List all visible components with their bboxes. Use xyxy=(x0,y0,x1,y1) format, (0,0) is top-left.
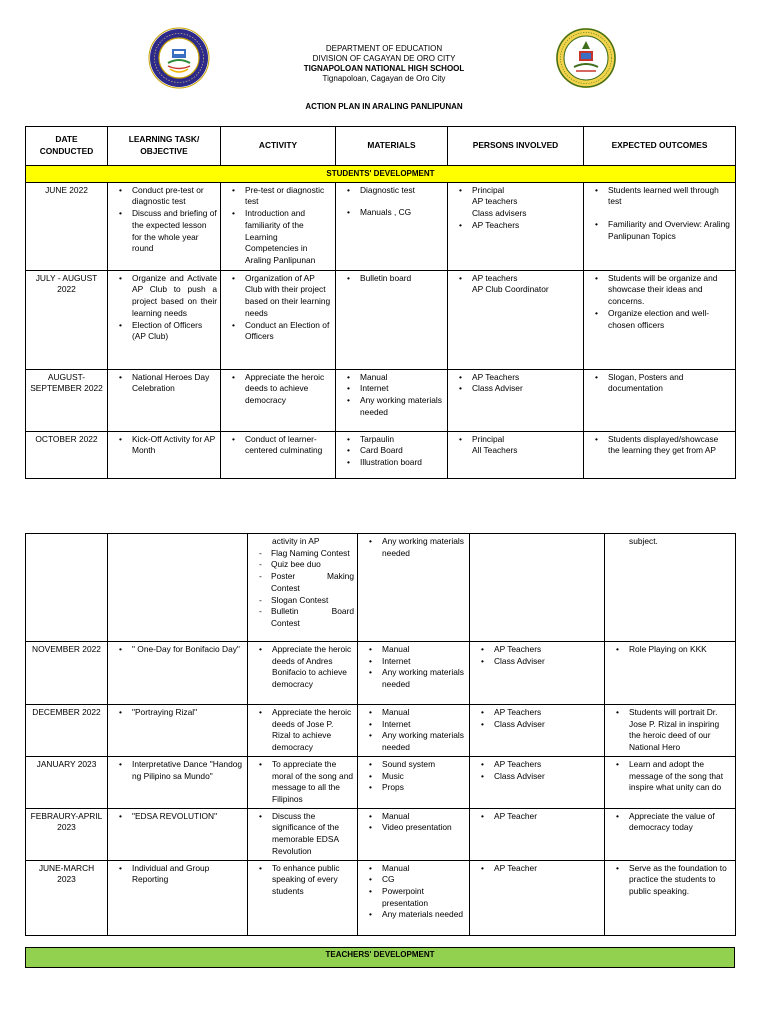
school-name: TIGNAPOLOAN NATIONAL HIGH SCHOOL xyxy=(303,64,465,73)
materials-cell xyxy=(336,369,448,431)
task-cell xyxy=(108,182,221,270)
date-cell: JUNE 2022 xyxy=(26,182,108,270)
date-cell xyxy=(26,534,108,642)
table-row xyxy=(26,705,736,757)
list-item: • Organize and Activate AP Club to push a project based on their learning needs xyxy=(111,273,217,320)
outcomes-cell xyxy=(584,431,736,478)
document-header xyxy=(0,40,768,120)
list-item: • To enhance public speaking of every students xyxy=(251,863,354,898)
section-label: STUDENTS' DEVELOPMENT xyxy=(26,166,736,183)
list-item: • Class Adviser xyxy=(473,771,601,783)
outcomes-cell xyxy=(605,642,736,705)
table-row xyxy=(26,182,736,270)
list-item: • Introduction and familiarity of the Learning Competencies in Araling Panlipunan xyxy=(224,208,332,267)
persons-cell xyxy=(448,369,584,431)
list-item: • Manual xyxy=(339,372,444,384)
list-item: • Sound system xyxy=(361,759,466,771)
list-item: • AP Teachers xyxy=(451,372,580,384)
list-item: • Conduct of learner-centered culminating xyxy=(224,434,332,457)
list-item: • Music xyxy=(361,771,466,783)
outcomes-cell xyxy=(605,705,736,757)
list-item: • CG xyxy=(361,874,466,886)
list-item: All Teachers xyxy=(472,445,518,456)
list-item: • Students will portrait Dr. Jose P. Rizal in inspiring the heroic deed of our National Hero xyxy=(608,707,732,754)
activity-cell xyxy=(248,534,358,642)
section-row-teachers: TEACHERS' DEVELOPMENT xyxy=(25,947,735,968)
outcome-continuation: subject. xyxy=(629,536,658,546)
task-cell xyxy=(108,534,248,642)
table-row xyxy=(26,808,736,860)
list-item: - Bulletin Board Contest xyxy=(259,606,354,629)
list-item: • Individual and Group Reporting xyxy=(111,863,244,886)
list-item: • Any working materials needed xyxy=(361,667,466,690)
list-item: • Interpretative Dance "Handog ng Pilipino sa Mundo" xyxy=(111,759,244,782)
persons-cell xyxy=(470,860,605,935)
materials-cell xyxy=(358,642,470,705)
list-item: • AP teachers xyxy=(451,273,580,285)
activity-cell xyxy=(221,182,336,270)
list-item: • Organize election and well-chosen officers xyxy=(587,308,732,331)
table-row xyxy=(26,756,736,808)
list-item: • Kick-Off Activity for AP Month xyxy=(111,434,217,457)
outcomes-cell xyxy=(605,756,736,808)
persons-cell xyxy=(470,642,605,705)
list-item: • Illustration board xyxy=(339,457,444,469)
deped-seal-logo xyxy=(555,27,617,89)
materials-cell xyxy=(358,808,470,860)
list-item: • Any materials needed xyxy=(361,909,466,921)
action-plan-table-page-2 xyxy=(25,533,736,936)
list-item: • Manual xyxy=(361,644,466,656)
column-header: EXPECTED OUTCOMES xyxy=(584,127,736,166)
list-item: • Discuss the significance of the memorable EDSA Revolution xyxy=(251,811,354,858)
table-row-continuation xyxy=(26,534,736,642)
list-item: • Familiarity and Overview: Araling Panlipunan Topics xyxy=(587,219,732,242)
header-text xyxy=(0,44,768,84)
task-cell xyxy=(108,642,248,705)
list-item: • AP Teachers xyxy=(473,644,601,656)
division-line: DIVISION OF CAGAYAN DE ORO CITY xyxy=(312,54,456,63)
list-item: • Bulletin board xyxy=(339,273,444,285)
materials-cell xyxy=(336,182,448,270)
list-item: • Appreciate the heroic deeds of Jose P. Rizal to achieve democracy xyxy=(251,707,354,754)
column-header: DATE CONDUCTED xyxy=(26,127,108,166)
task-cell xyxy=(108,270,221,369)
action-plan-table-page-1 xyxy=(25,126,736,479)
section-row-students xyxy=(26,166,736,183)
date-cell: DECEMBER 2022 xyxy=(26,705,108,757)
school-address: Tignapoloan, Cagayan de Oro City xyxy=(322,74,446,83)
list-item: • Video presentation xyxy=(361,822,466,834)
date-cell: FEBRAURY-APRIL 2023 xyxy=(26,808,108,860)
activity-cell xyxy=(221,270,336,369)
list-item: • Principal xyxy=(451,434,580,446)
list-item: • AP Teachers xyxy=(473,759,601,771)
list-item: • Students learned well through test xyxy=(587,185,732,208)
list-item: • Diagnostic test xyxy=(339,185,444,197)
list-item: • To appreciate the moral of the song and message to all the Filipinos xyxy=(251,759,354,806)
table-row xyxy=(26,369,736,431)
list-item: • "Portraying Rizal" xyxy=(111,707,244,719)
list-item: • AP Teacher xyxy=(473,811,601,823)
table-header-row xyxy=(26,127,736,166)
task-cell xyxy=(108,808,248,860)
list-item: • Appreciate the heroic deeds of Andres Bonifacio to achieve democracy xyxy=(251,644,354,691)
list-item: • Manual xyxy=(361,863,466,875)
persons-cell xyxy=(470,705,605,757)
list-item: - Flag Naming Contest xyxy=(259,548,354,560)
outcomes-cell xyxy=(584,369,736,431)
date-cell: JULY - AUGUST 2022 xyxy=(26,270,108,369)
activity-cell xyxy=(221,369,336,431)
list-item: • Pre-test or diagnostic test xyxy=(224,185,332,208)
list-item: • Tarpaulin xyxy=(339,434,444,446)
list-item: • Students will be organize and showcase their ideas and concerns. xyxy=(587,273,732,308)
persons-cell xyxy=(470,808,605,860)
table-row xyxy=(26,860,736,935)
outcomes-cell xyxy=(584,270,736,369)
list-item: • AP Teachers xyxy=(451,220,580,232)
materials-cell xyxy=(358,534,470,642)
list-item: Class advisers xyxy=(472,208,527,219)
list-item: • Manual xyxy=(361,707,466,719)
department-line: DEPARTMENT OF EDUCATION xyxy=(325,44,443,53)
list-item: • Principal xyxy=(451,185,580,197)
table-row xyxy=(26,642,736,705)
list-item: • Class Adviser xyxy=(473,719,601,731)
persons-cell xyxy=(470,756,605,808)
table-row xyxy=(26,431,736,478)
date-cell: JUNE-MARCH 2023 xyxy=(26,860,108,935)
activity-cell xyxy=(248,642,358,705)
list-item: • Manuals , CG xyxy=(339,207,444,219)
list-item: • Card Board xyxy=(339,445,444,457)
activity-cell xyxy=(248,756,358,808)
list-item: • Role Playing on KKK xyxy=(608,644,732,656)
task-cell xyxy=(108,756,248,808)
list-item: - Poster Making Contest xyxy=(259,571,354,594)
list-item: • Internet xyxy=(339,383,444,395)
list-item: • Any working materials needed xyxy=(361,730,466,753)
table-row xyxy=(26,270,736,369)
list-item: • Powerpoint presentation xyxy=(361,886,466,909)
materials-cell xyxy=(358,860,470,935)
column-header: LEARNING TASK/ OBJECTIVE xyxy=(108,127,221,166)
list-item: • Discuss and briefing of the expected lesson for the whole year round xyxy=(111,208,217,255)
list-item: • Learn and adopt the message of the song that inspire what unity can do xyxy=(608,759,732,794)
date-cell: AUGUST-SEPTEMBER 2022 xyxy=(26,369,108,431)
list-item: • AP Teachers xyxy=(473,707,601,719)
list-item: • National Heroes Day Celebration xyxy=(111,372,217,395)
list-item: • Props xyxy=(361,782,466,794)
materials-cell xyxy=(336,431,448,478)
school-seal-logo xyxy=(148,27,210,89)
persons-cell xyxy=(448,182,584,270)
activity-cell xyxy=(221,431,336,478)
list-item: • Internet xyxy=(361,719,466,731)
list-item: • Any working materials needed xyxy=(339,395,444,418)
list-item: AP Club Coordinator xyxy=(472,284,549,295)
list-item: • Slogan, Posters and documentation xyxy=(587,372,732,395)
outcomes-cell xyxy=(605,808,736,860)
activity-cell xyxy=(248,808,358,860)
task-cell xyxy=(108,369,221,431)
list-item: • Conduct pre-test or diagnostic test xyxy=(111,185,217,208)
list-item: • Any working materials needed xyxy=(361,536,466,559)
task-cell xyxy=(108,860,248,935)
list-item: • Election of Officers (AP Club) xyxy=(111,320,217,343)
list-item: • Manual xyxy=(361,811,466,823)
list-item: • Appreciate the heroic deeds to achieve democracy xyxy=(224,372,332,407)
column-header: ACTIVITY xyxy=(221,127,336,166)
list-item: • Appreciate the value of democracy today xyxy=(608,811,732,834)
outcomes-cell xyxy=(605,534,736,642)
list-item: - Slogan Contest xyxy=(259,595,354,607)
list-item: • Serve as the foundation to practice the students to public speaking. xyxy=(608,863,732,898)
activity-cell xyxy=(248,860,358,935)
list-item: • Organization of AP Club with their project based on their learning needs xyxy=(224,273,332,320)
materials-cell xyxy=(358,756,470,808)
list-item: • Students displayed/showcase the learning they get from AP xyxy=(587,434,732,457)
date-cell: NOVEMBER 2022 xyxy=(26,642,108,705)
column-header: MATERIALS xyxy=(336,127,448,166)
list-item: • Class Adviser xyxy=(451,383,580,395)
materials-cell xyxy=(336,270,448,369)
list-item: • Conduct an Election of Officers xyxy=(224,320,332,343)
list-item: - Quiz bee duo xyxy=(259,559,354,571)
task-cell xyxy=(108,705,248,757)
persons-cell xyxy=(448,270,584,369)
activity-continuation: activity in AP xyxy=(272,536,320,546)
persons-cell xyxy=(448,431,584,478)
materials-cell xyxy=(358,705,470,757)
outcomes-cell xyxy=(605,860,736,935)
outcomes-cell xyxy=(584,182,736,270)
plan-title: ACTION PLAN IN ARALING PANLIPUNAN xyxy=(305,102,463,111)
list-item: AP teachers xyxy=(472,196,518,207)
list-item: • "EDSA REVOLUTION" xyxy=(111,811,244,823)
list-item: • Internet xyxy=(361,656,466,668)
persons-cell xyxy=(470,534,605,642)
column-header: PERSONS INVOLVED xyxy=(448,127,584,166)
list-item: • Class Adviser xyxy=(473,656,601,668)
list-item: • " One-Day for Bonifacio Day" xyxy=(111,644,244,656)
list-item: • AP Teacher xyxy=(473,863,601,875)
date-cell: JANUARY 2023 xyxy=(26,756,108,808)
date-cell: OCTOBER 2022 xyxy=(26,431,108,478)
task-cell xyxy=(108,431,221,478)
activity-cell xyxy=(248,705,358,757)
